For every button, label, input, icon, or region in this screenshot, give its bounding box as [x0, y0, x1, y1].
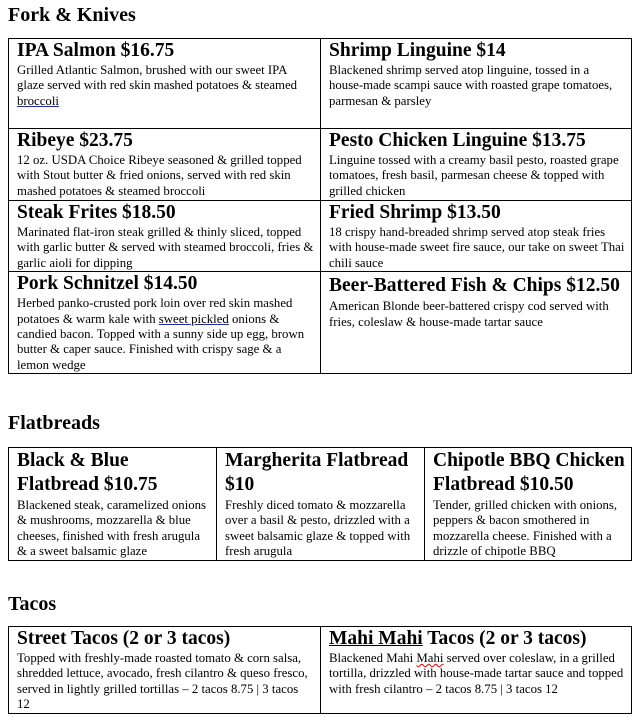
menu-item-chipotle-bbq-flatbread [425, 448, 632, 561]
menu-item-fish-chips [321, 272, 632, 374]
item-name: Ribeye $23.75 [17, 130, 133, 151]
item-name: Shrimp Linguine $14 [329, 40, 506, 61]
menu-item-pork-schnitzel [9, 272, 321, 374]
item-description: Freshly diced tomato & mozzarella over a basil & pesto, drizzled with a sweet balsamic glaze & topped with fresh arugula [225, 498, 411, 559]
underlined-phrase: sweet pickled [158, 311, 229, 326]
tacos-table [8, 626, 632, 714]
spellcheck-word: Mahi [416, 651, 444, 665]
item-name: Fried Shrimp $13.50 [329, 202, 501, 223]
item-description: 12 oz. USDA Choice Ribeye seasoned & grilled topped with Stout butter & fried onions, served with red skin mashed potatoes & steamed broccoli [17, 153, 302, 198]
section-title-fork-knives: Fork & Knives [8, 4, 136, 26]
item-name: IPA Salmon $16.75 [17, 40, 175, 61]
section-title-tacos: Tacos [8, 593, 57, 615]
item-name: Pesto Chicken Linguine $13.75 [329, 130, 586, 151]
item-name: Margherita Flatbread $10 [225, 450, 409, 495]
menu-item-shrimp-linguine [321, 39, 632, 129]
item-description: Tender, grilled chicken with onions, peppers & bacon smothered in mozzarella cheese. Finished with a drizzle of chipotle BBQ [433, 498, 618, 559]
item-name: Beer-Battered Fish & Chips $12.50 [329, 275, 620, 297]
item-name: Mahi Mahi Tacos (2 or 3 tacos) [329, 628, 587, 649]
menu-item-steak-frites [9, 201, 321, 272]
menu-item-mahi-mahi-tacos [321, 627, 632, 714]
item-description: Topped with freshly-made roasted tomato & corn salsa, shredded lettuce, avocado, fresh cilantro & queso fresco, served in lightly grilled tortillas – 2 tacos 8.75 | 3 tacos 12 [17, 651, 308, 712]
item-name: Chipotle BBQ Chicken Flatbread $10.50 [433, 450, 625, 495]
menu-item-ribeye [9, 129, 321, 201]
item-description: Linguine tossed with a creamy basil pesto, roasted grape tomatoes, fresh basil, parmesan cheese & topped with grilled chicken [329, 153, 619, 198]
item-description: Marinated flat-iron steak grilled & thinly sliced, topped with garlic butter & served with steamed broccoli, fries & garlic aioli for dipping [17, 225, 314, 270]
flatbreads-table [8, 447, 632, 561]
menu-item-fried-shrimp [321, 201, 632, 272]
item-description: Blackened shrimp served atop linguine, tossed in a house-made scampi sauce with roasted grape tomatoes, parmesan & parsley [329, 63, 613, 108]
section-title-flatbreads: Flatbreads [8, 412, 100, 434]
item-description: Blackened steak, caramelized onions & mushrooms, mozzarella & blue cheeses, finished with fresh arugula & a sweet balsamic glaze [17, 498, 207, 559]
menu-item-ipa-salmon [9, 39, 321, 129]
item-description: 18 crispy hand-breaded shrimp served atop steak fries with house-made sweet fire sauce, our take on sweet Thai chili sauce [329, 225, 625, 270]
menu-item-pesto-chicken-linguine [321, 129, 632, 201]
underlined-name: Mahi Mahi [329, 628, 423, 649]
underlined-word: broccoli [17, 93, 59, 108]
item-name: Pork Schnitzel $14.50 [17, 273, 198, 295]
item-description: Blackened Mahi Mahi served over coleslaw, in a grilled tortilla, drizzled with house-made tartar sauce and topped with fresh cilantro – 2 tacos 8.75 | 3 tacos 12 [329, 651, 624, 696]
fork-knives-table [8, 38, 632, 374]
item-description: Grilled Atlantic Salmon, brushed with our sweet IPA glaze served with red skin mashed potatoes & steamed broccoli [17, 63, 298, 108]
menu-item-black-blue-flatbread [9, 448, 217, 561]
item-description: Herbed panko-crusted pork loin over red skin mashed potatoes & warm kale with sweet pickled onions & candied bacon. Topped with a sunny side up egg, brown butter & caper sauce. Finished with crispy sage & a lemon wedge [17, 296, 305, 372]
menu-item-street-tacos [9, 627, 321, 714]
item-name: Black & Blue Flatbread $10.75 [17, 450, 158, 495]
item-name: Steak Frites $18.50 [17, 202, 176, 223]
menu-item-margherita-flatbread [217, 448, 425, 561]
item-description: American Blonde beer-battered crispy cod served with fries, coleslaw & house-made tartar sauce [329, 299, 609, 329]
item-name: Street Tacos (2 or 3 tacos) [17, 628, 231, 649]
